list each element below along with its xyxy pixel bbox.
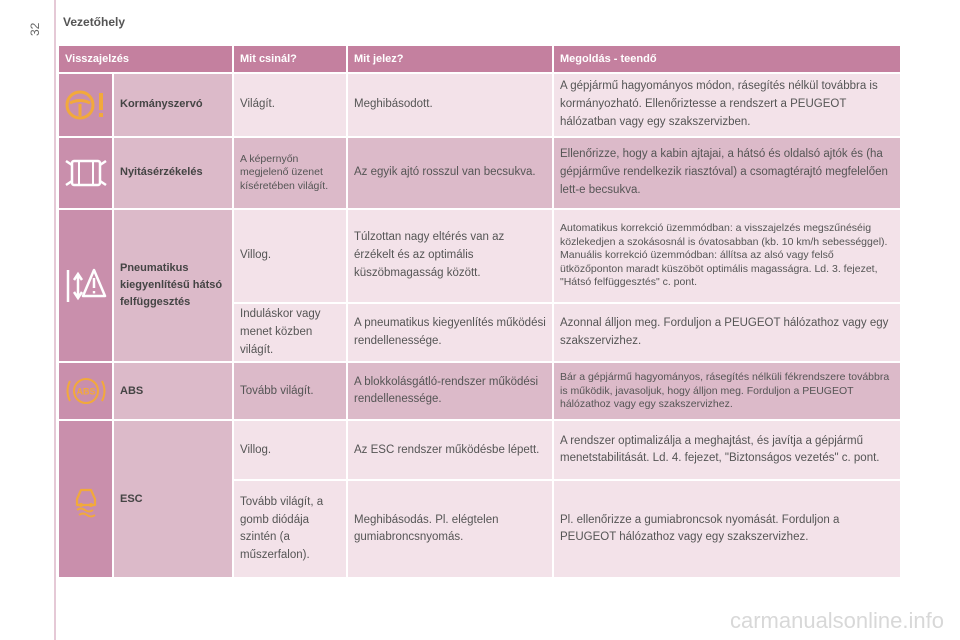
solution-cell: Automatikus korrekció üzemmódban: a visszajelzés megszűnéséig közlekedjen a szokásosnál is óvatosabban (kb. 10 km/h sebességgel). Manuális korrekció üzemmódban: állítsa az alsó vagy felső ütközőponton maradt küszöböt optimális magasságra. Ld. 3. fejezet, "Hátsó felfüggesztés" c. pont. xyxy=(554,210,900,302)
solution-cell: A rendszer optimalizálja a meghajtást, és javítja a gépjármű menetstabilitását. Ld. 4. fejezet, "Biztonságos vezetés" c. pont. xyxy=(554,421,900,479)
steering-warning-icon xyxy=(63,85,109,125)
column-header-solution: Megoldás - teendő xyxy=(554,46,900,72)
watermark: carmanualsonline.info xyxy=(729,608,944,633)
action-cell: Villog. xyxy=(234,210,346,302)
meaning-cell: A blokkolásgátló-rendszer működési rendellenessége. xyxy=(348,363,552,419)
abs-icon xyxy=(63,371,109,411)
solution-cell: Ellenőrizze, hogy a kabin ajtajai, a hátsó és oldalsó ajtók és (ha gépjárműve rendelkezik riasztóval) a csomagtérajtó megfelelően lett-e becsukva. xyxy=(554,138,900,208)
table-header-row xyxy=(59,46,900,72)
action-cell: Tovább világít. xyxy=(234,363,346,419)
door-open-icon xyxy=(63,153,109,193)
indicator-name: ABS xyxy=(114,363,232,419)
solution-cell: Pl. ellenőrizze a gumiabroncsok nyomását. Forduljon a PEUGEOT hálózathoz vagy egy szakszervizhez. xyxy=(554,481,900,577)
left-margin-rule xyxy=(54,0,56,640)
solution-cell: Bár a gépjármű hagyományos, rásegítés nélküli fékrendszere továbbra is működik, javasoljuk, hogy álljon meg. Forduljon a PEUGEOT hálózathoz vagy egy szakszervizhez. xyxy=(554,363,900,419)
indicator-icon-cell xyxy=(59,363,112,419)
chapter-title: Vezetőhely xyxy=(63,15,126,29)
column-header-action: Mit csinál? xyxy=(234,46,346,72)
action-cell: A képernyőn megjelenő üzenet kíséretében világít. xyxy=(234,138,346,208)
suspension-warning-icon xyxy=(63,266,109,306)
esc-icon xyxy=(63,479,109,519)
solution-cell: Azonnal álljon meg. Forduljon a PEUGEOT hálózathoz vagy egy szakszervizhez. xyxy=(554,304,900,361)
table-row xyxy=(59,210,900,302)
solution-cell: A gépjármű hagyományos módon, rásegítés nélkül továbbra is kormányozható. Ellenőriztesse a rendszert a PEUGEOT hálózatban vagy egy szakszervizben. xyxy=(554,74,900,136)
meaning-cell: A pneumatikus kiegyenlítés működési rendellenessége. xyxy=(348,304,552,361)
abs-icon-text: ABS xyxy=(75,386,96,397)
indicator-name: ESC xyxy=(114,421,232,577)
indicator-icon-cell xyxy=(59,210,112,361)
meaning-cell: Meghibásodott. xyxy=(348,74,552,136)
meaning-cell: Az egyik ajtó rosszul van becsukva. xyxy=(348,138,552,208)
indicator-name: Kormányszervó xyxy=(114,74,232,136)
action-cell: Villog. xyxy=(234,421,346,479)
indicator-name: Pneumatikus kiegyenlítésű hátsó felfüggesztés xyxy=(114,210,232,361)
indicator-icon-cell xyxy=(59,421,112,577)
action-cell: Induláskor vagy menet közben világít. xyxy=(234,304,346,361)
table-row xyxy=(59,421,900,479)
meaning-cell: Meghibásodás. Pl. elégtelen gumiabroncsnyomás. xyxy=(348,481,552,577)
warning-lights-table xyxy=(57,44,902,579)
indicator-icon-cell xyxy=(59,74,112,136)
column-header-indicator: Visszajelzés xyxy=(59,46,232,72)
indicator-name: Nyitásérzékelés xyxy=(114,138,232,208)
action-cell: Tovább világít, a gomb diódája szintén (a műszerfalon). xyxy=(234,481,346,577)
indicator-icon-cell xyxy=(59,138,112,208)
page-number: 32 xyxy=(28,22,42,36)
table-row xyxy=(59,74,900,136)
action-cell: Világít. xyxy=(234,74,346,136)
column-header-meaning: Mit jelez? xyxy=(348,46,552,72)
meaning-cell: Túlzottan nagy eltérés van az érzékelt és az optimális küszöbmagasság között. xyxy=(348,210,552,302)
table-row xyxy=(59,138,900,208)
meaning-cell: Az ESC rendszer működésbe lépett. xyxy=(348,421,552,479)
table-row xyxy=(59,363,900,419)
